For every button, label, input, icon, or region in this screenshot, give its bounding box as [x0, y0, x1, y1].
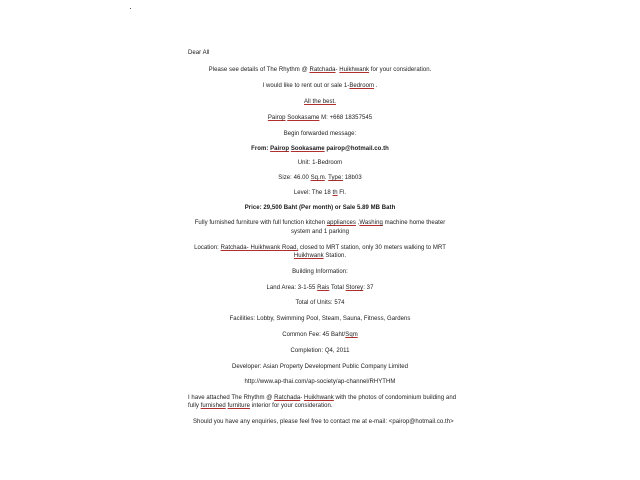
common-fee-line — [160, 332, 480, 339]
sqm-unit-word: Sqm — [345, 332, 358, 338]
attached-tail: with the photos of condominium building and — [333, 395, 457, 401]
appliances-word: appliances — [326, 220, 356, 226]
attached-huikhwank-word: Huikhwank — [304, 395, 334, 401]
completion-line: Completion: Q4, 2011 — [290, 348, 350, 354]
sqm-word: Sq.m — [310, 175, 325, 181]
land-area-line — [160, 285, 480, 292]
sender-line — [160, 115, 480, 122]
type-value: 18b03 — [343, 175, 362, 181]
building-info-heading: Building Information: — [292, 269, 348, 275]
from-line — [160, 146, 480, 153]
intro-dash: - — [335, 67, 340, 73]
furnished-line-2: system and 1 parking — [290, 229, 350, 235]
stray-dot — [130, 8, 131, 9]
developer-line: Developer: Asian Property Development Public Company Limited — [231, 364, 409, 370]
size-line — [160, 175, 480, 182]
facilities-line: Facilities: Lobby, Swimming Pool, Steam, Sauna, Fitness, Gardens — [229, 316, 411, 322]
attached-ratchada-word: Ratchada — [274, 395, 301, 401]
common-fee-text: Common Fee: 45 Baht/ — [282, 332, 346, 338]
size-dot: . — [324, 175, 329, 181]
furnished-tail: machine home theater — [382, 220, 446, 226]
from-email: pairop@hotmail.co.th — [324, 146, 389, 152]
attached-line-2 — [188, 403, 333, 410]
huikhwank-word: Huikhwank — [339, 67, 370, 73]
attached-line-1 — [188, 395, 456, 402]
level-tail: Fl. — [337, 190, 347, 196]
enquiries-line: Should you have any enquiries, please feel free to contact me at e-mail: <pairop@hotmail.co.th> — [193, 419, 454, 425]
forwarded-line: Begin forwarded message: — [283, 131, 357, 137]
greeting: Dear All — [188, 50, 210, 56]
location-line-2 — [160, 253, 480, 260]
attached-text: I have attached The Rhythm @ — [188, 395, 275, 401]
rent-line — [160, 83, 480, 90]
location-label: Location: — [194, 245, 221, 251]
attached-end: interior for your consideration. — [249, 403, 333, 409]
sender-last-name: Sookasame — [287, 115, 320, 121]
from-label: From: — [251, 146, 271, 152]
attached-dash: - — [300, 395, 305, 401]
storey-word: Storey — [345, 285, 364, 291]
furnished-comma: , — [355, 220, 360, 226]
total-units-line: Total of Units: 574 — [295, 300, 345, 306]
location-line-1 — [160, 245, 480, 252]
washing-word: Washing — [359, 220, 383, 226]
level-line — [160, 190, 480, 197]
location-road: Ratchada- Huikhwank Road, — [220, 245, 299, 251]
intro-line — [160, 67, 480, 74]
attached-fully: fully — [188, 403, 201, 409]
from-first-name: Pairop — [270, 146, 290, 152]
furnished-line-1 — [160, 220, 480, 227]
intro-text: Please see details of The Rhythm @ — [208, 67, 310, 73]
furnished-word: furnished — [200, 403, 226, 409]
bedroom-word: Bedroom — [349, 83, 375, 89]
furniture-word: furniture — [227, 403, 250, 409]
intro-tail: for your consideration. — [369, 67, 432, 73]
ratchada-word: Ratchada — [309, 67, 336, 73]
url-line: http://www.ap-thai.com/ap-society/ap-channel/RHYTHM — [244, 379, 396, 385]
location-tail: Station. — [323, 253, 347, 259]
from-last-name: Sookasame — [290, 146, 325, 152]
land-area-text: Land Area: 3-1-55 — [266, 285, 318, 291]
storey-value: : 37 — [363, 285, 374, 291]
land-area-mid: Total — [329, 285, 346, 291]
rent-tail: . — [374, 83, 378, 89]
level-text: Level: The 18 — [293, 190, 333, 196]
location-station-word: Huikhwank — [293, 253, 324, 259]
price-line: Price: 29,500 Baht (Per month) or Sale 5.89 MB Bath — [244, 205, 396, 211]
size-text: Size: 46.00 — [278, 175, 311, 181]
th-word: th — [332, 190, 338, 196]
sender-phone: M: +668 18357545 — [319, 115, 373, 121]
sender-first-name: Pairop — [267, 115, 286, 121]
rais-word: Rais — [317, 285, 330, 291]
rent-text: I would like to rent out or sale 1- — [262, 83, 350, 89]
best-line: All the best. — [303, 99, 336, 105]
furnished-text: Fully furnished furniture with full function kitchen — [194, 220, 327, 226]
type-word: Type: — [328, 175, 344, 181]
location-text: closed to MRT station, only 30 meters walking to MRT — [298, 245, 446, 251]
unit-line: Unit: 1-Bedroom — [297, 160, 343, 166]
